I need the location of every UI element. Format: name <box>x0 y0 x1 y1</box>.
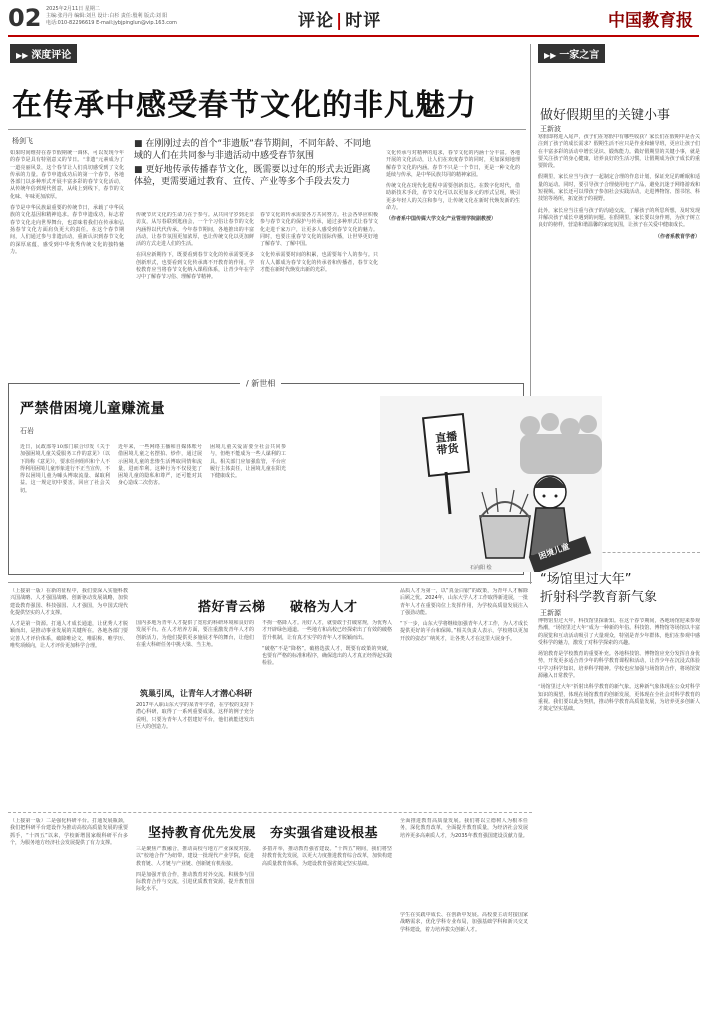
right-headline-2b: 折射科学教育新气象 <box>540 590 658 605</box>
main-col-4 <box>386 150 520 368</box>
paragraph: 品质人才为第一，以“真金白银”的政策，为青年人才解除后顾之忧。2024年，山东大学人才工作取得新进展，一批青年人才在重要岗位上发挥作用，为学校高质量发展注入了强劲动能。 <box>400 588 528 616</box>
triangle-icon: ▶▶ <box>16 51 29 60</box>
paragraph: 假期里，家长应当与孩子一起制定合理的作息计划，保证充足的睡眠和适量的运动。同时，要引导孩子合理使用电子产品，避免沉迷于网络游戏和短视频。家长还可以带孩子参加社会实践活动，走进博物馆、图书馆、科技馆等场所，拓宽孩子的视野。 <box>538 174 700 203</box>
paragraph: 全面推进教育高质量发展。我们将以立德树人为根本任务，深化教育改革，全面提升教育质量，为经济社会发展培养更多高素质人才，为2035年教育强国建设贡献力量。 <box>400 818 528 839</box>
paragraph: 寒假即将进入尾声，孩子们在寒假中有哪些收获？家长们在假期中是否关注到了孩子的成长需求？假期生活不应只是作业和辅导班，更应让孩子们在丰富多彩的活动中增长见识、锻炼能力。做好假期里的关键小事，就是要关注孩子的身心健康，培养良好的生活习惯，让假期成为孩子成长的重要阶段。 <box>538 134 700 170</box>
new-view-col-3 <box>210 444 286 570</box>
paragraph: 四是加强开放合作，推动教育对外交流。积极参与国际教育合作与交流，引进优质教育资源，提升教育国际化水平。 <box>136 871 254 893</box>
paragraph: 文化传承与对精神的追求，春节文化的内涵十分丰富。各地开展的文化活动，让人们在欢度春节的同时，更加深刻地理解春节文化的内涵。春节不只是一个节日，更是一种文化的延续与传承，是中华民族共同的精神家园。 <box>386 150 520 178</box>
square-bullet-icon: ■ <box>134 165 143 175</box>
paragraph: 场馆教育是学校教育的重要补充。各地科技馆、博物馆应充分发挥自身优势，开发更多适合青少年的科学教育课程和活动，让青少年在沉浸式体验中学习科学知识、培养科学精神。学校也应加强与场馆的合作，将场馆资源融入日常教学。 <box>538 651 700 680</box>
lower-subheading: 筑巢引凤，让青年人才潜心科研 <box>140 689 252 698</box>
header-meta-line: 电话:010-82296619 E-mail:jybjpinglun@vip.163.com <box>46 20 177 26</box>
right-body-2 <box>538 618 700 1018</box>
paragraph: 传统文化在现代化进程中需要创新表达。在数字化时代，借助新技术手段，春节文化可以以更加多元的形式呈现，吸引更多年轻人的关注和参与，让传统文化在新时代焕发新的生命力。 <box>386 183 520 212</box>
bottom-col-4 <box>400 818 528 908</box>
bottom-col-5 <box>400 912 528 1018</box>
lead-item <box>134 138 374 162</box>
lower-col-4 <box>400 588 528 804</box>
bottom-headline-b: 夯实强省建设根基 <box>270 826 379 841</box>
bottom-col-1 <box>10 818 128 1018</box>
paragraph: 近年来，一些网络主播和自媒体账号借困境儿童之名摆拍、炒作，通过展示困境儿童的悲惨生活博取同情和流量，进而牟利。这种行为不仅侵犯了困境儿童的隐私和尊严，还可能对其身心造成二次伤害。 <box>118 444 202 487</box>
section-heading <box>298 6 381 31</box>
square-bullet-icon: ■ <box>134 139 143 149</box>
main-headline: 在传承中感受春节文化的非凡魅力 <box>12 88 477 123</box>
right-headline-2a: “场馆里过大年” <box>540 572 632 587</box>
paragraph: “破格”不是“降格”。破格选拔人才，既要有政策的突破，也要有严格的标准和程序，确保选出的人才真正经得起实践检验。 <box>262 645 392 667</box>
new-view-label-text: 新世相 <box>251 379 276 388</box>
section-tag-label: 一家之言 <box>559 50 600 61</box>
bracket-icon: / <box>246 379 249 388</box>
new-view-author: 石岩 <box>20 427 34 435</box>
lower-col-2 <box>136 620 254 686</box>
new-view-label <box>240 378 281 389</box>
lower-headline-a: 搭好青云梯 <box>198 600 266 615</box>
paragraph: 在回应新期待下，既要看到春节文化的传承需要更多创新形式，也要看到文化传承离不开教育的作用。学校教育应当将春节文化纳入课程体系，让青少年在学习中了解春节习俗、理解春节精神。 <box>136 252 254 281</box>
new-view-col-2 <box>118 444 202 570</box>
paragraph: “场馆里过大年”折射出科学教育的新气象。这种新气象体现在公众对科学知识的渴望，体现在场馆教育的创新发展，更体现在全社会对科学教育的重视。我们要以此为契机，推动科学教育高质量发展，为培养更多创新人才奠定坚实基础。 <box>538 684 700 713</box>
right-author: 王新波 <box>540 125 561 133</box>
section-divider-dash <box>8 812 532 813</box>
header-meta-line: 2025年2月11日 星期二 <box>46 6 100 12</box>
paragraph: 近日，民政部等10部门联合印发《关于加强困境儿童关爱服务工作的意见》（以下简称《意见》），要求任何组织和个人不得利用困境儿童形象进行不正当宣传，不得以困境儿童为噱头博取流量、谋取利益。这一规定切中要害，回应了社会关切。 <box>20 444 110 494</box>
new-view-col-1 <box>20 444 110 570</box>
lower-col-3 <box>262 620 392 804</box>
author-note: （作者系中国传媒大学文化产业管理学院副教授） <box>386 216 497 223</box>
lead-text: 更好地传承传播春节文化，既需要以过年的形式去近距离体验，更需要通过教育、宣传、产业等多个手段去发力 <box>134 165 371 187</box>
cartoon-sign-text: 直播带货 <box>434 429 460 458</box>
main-col-1 <box>10 150 124 368</box>
bottom-headline-a: 坚持教育优先发展 <box>148 826 257 841</box>
bottom-col-3 <box>262 846 392 1018</box>
section-name-a: 评论 <box>298 11 334 31</box>
right-headline: 做好假期里的关键小事 <box>540 108 671 123</box>
lower-col-1 <box>10 588 128 804</box>
lower-col-2b <box>136 702 254 804</box>
cartoon-tag-text: 困境儿童 <box>537 541 571 562</box>
triangle-icon: ▶▶ <box>544 51 557 60</box>
header-meta-line: 主编:张丹丹 编辑:刘旦 设计:白杉 责任:殷利 版式:刘 阳 <box>46 13 168 19</box>
illustration-credit: 石向阳 绘 <box>470 565 492 571</box>
paragraph: 此外，家长应当注重与孩子的沟通交流，了解孩子的所思所想，及时发现并解决孩子成长中遇到的问题。在假期里，家长要以身作则，为孩子树立良好的榜样，营造和谐温馨的家庭氛围，让孩子在关爱中健康成长。 <box>538 207 700 229</box>
right-author-2: 王新源 <box>540 609 561 617</box>
main-col-3 <box>260 212 378 368</box>
title-rule <box>8 129 526 130</box>
paragraph: 春节是中华民族最重要的传统节日，承载了中华民族的文化基因和精神追求。春节申遗成功，标志着春节文化走向世界舞台，也意味着我们在传承和弘扬春节文化方面肩负更大的责任。在这个春节期间，人们通过参与非遗活动，重新认识到春节文化的深厚底蕴，感受到中华优秀传统文化的独特魅力。 <box>10 205 124 255</box>
paragraph: 人才是第一资源。打通人才成长通道，让优秀人才脱颖而出，是推动事业发展的关键所在。各地各部门要完善人才评价体系，破除唯论文、唯职称、唯学历、唯奖项倾向，让人才评价更加科学合理。 <box>10 621 128 650</box>
section-divider: | <box>336 11 344 31</box>
section-rule <box>8 582 532 583</box>
paragraph: 文化传承需要时间的积累，也需要每个人的参与。只有人人都成为春节文化的传承者和传播者，春节文化才能在新时代焕发出新的光彩。 <box>260 252 378 274</box>
paragraph: 2017年入职山东大学的某青年学者，在学校的支持下潜心科研，取得了一系列重要成果。这样的例子充分说明，只要为青年人才搭建好平台，他们就能迸发出巨大的创造力。 <box>136 702 254 730</box>
paragraph: 学生在实践中成长、在创新中发展。高校要主动对接国家战略需求，优化学科专业布局，加强基础学科和新兴交叉学科建设，着力培养拔尖创新人才。 <box>400 912 528 933</box>
cartoon-illustration <box>380 396 602 572</box>
lead-item <box>134 164 374 188</box>
paragraph: 多措并举，推动教育强省建设。“十四五”期间，我们将坚持教育优先发展，以更大力度推进教育综合改革，加快构建高质量教育体系，为建设教育强省奠定坚实基础。 <box>262 846 392 867</box>
paragraph: 博物馆里过大年，科技馆里探新知。在这个春节期间，各地场馆迎来参观热潮，“场馆里过大年”成为一种新的年俗。科技馆、博物馆等场馆以丰富的展览和互动活动吸引了大量观众，特别是青少年群体，他们在参观中感受科学的魅力，激发了对科学探索的兴趣。 <box>538 618 700 646</box>
paragraph: （上接第一版）二是强化科研平台。打通发展瓶颈，我们把科研平台建设作为推动高校高质量发展的重要抓手，“十四五”以来，学校新增国家级科研平台多个，为服务地方经济社会发展提供了有力支撑。 <box>10 818 128 846</box>
main-author: 杨剑飞 <box>12 137 33 145</box>
header-rule <box>8 35 699 37</box>
paragraph: 春节文化的传承需要各方共同努力。社会各界应积极参与春节文化的保护与传承，通过多种形式让春节文化走进千家万户，让更多人感受到春节文化的魅力。同时，也要注重春节文化的国际传播，让世界更好地了解春节、了解中国。 <box>260 212 378 248</box>
paragraph: 传统节庆文化的生命力在于参与。从共同守岁到走亲访友，从写春联到逛庙会，一个个习俗让春节的文化内涵得以代代传承。今年春节期间，各地推出的丰富活动，让春节氛围更加浓厚，也让传统文化以更加鲜活的方式走进人们的生活。 <box>136 212 254 248</box>
newspaper-logo: 中国教育报 <box>608 11 693 31</box>
paragraph: 困境儿童关爱需要全社会共同参与，但绝不能成为一些人谋利的工具。相关部门应加强监管，平台应履行主体责任，让困境儿童在阳光下健康成长。 <box>210 444 286 480</box>
lead-block <box>134 138 374 188</box>
section-tag <box>538 44 605 63</box>
new-view-headline: 严禁借困境儿童赚流量 <box>20 401 165 417</box>
page-number: 02 <box>8 4 42 32</box>
main-col-2 <box>136 212 254 368</box>
paragraph: 三是聚焦产教融合，推动高校与地方产业深度对接。以“校地合作”为纽带，建设一批现代产业学院，促进教育链、人才链与产业链、创新链有机衔接。 <box>136 846 254 867</box>
paragraph: “下一步，山东大学将继续加强青年人才工作，为人才成长提供更好的平台和保障。”相关负责人表示，学校将以更加开放的姿态广纳英才，让各类人才在这里大展身手。 <box>400 621 528 642</box>
header-meta <box>46 6 186 27</box>
paragraph: 如果时间维持在春节假期统一调休，可以发现今年的春节是具有特别意义的节日。“非遗”元素成为了一道亮丽风景，这个春节让人们真切感受到了文化传承的力量。春节申遗成功后的第一个春节，各地各部门以多种形式开展丰富多彩的春节文化活动，从传统年俗到现代创意，从线上到线下，春节的文化味、年味更加浓厚。 <box>10 150 124 200</box>
paragraph: 不拘一格降人才。用好人才，就要敢于打破常规，为优秀人才开辟绿色通道。一些地方和高校已经探索出了有效的破格晋升机制，让有真才实学的青年人才脱颖而出。 <box>262 620 392 641</box>
paragraph: （上接第一版）在新的征程中，我们要深入实施科教兴国战略、人才强国战略、创新驱动发展战略，加快建设教育强国、科技强国、人才强国，为中国式现代化提供坚实的人才支撑。 <box>10 588 128 616</box>
author-note: （作者系教育学者） <box>654 233 700 240</box>
bottom-col-2 <box>136 846 254 1018</box>
lower-headline-b: 破格为人才 <box>290 600 358 615</box>
lead-text: 在刚刚过去的首个“非遗版”春节期间，不同年龄、不同地域的人们在共同参与非遗活动中感受春节氛围 <box>134 139 371 161</box>
section-name-b: 时评 <box>345 11 382 31</box>
section-tag <box>10 44 77 63</box>
paragraph: 国内多地为青年人才提供了宽松的科研环境和良好的发展平台。在人才培养方面，要注重激发青年人才的创新活力，为他们提供更多施展才华的舞台，让他们在重大科研任务中挑大梁、当主角。 <box>136 620 254 648</box>
section-tag-label: 深度评论 <box>31 50 72 61</box>
